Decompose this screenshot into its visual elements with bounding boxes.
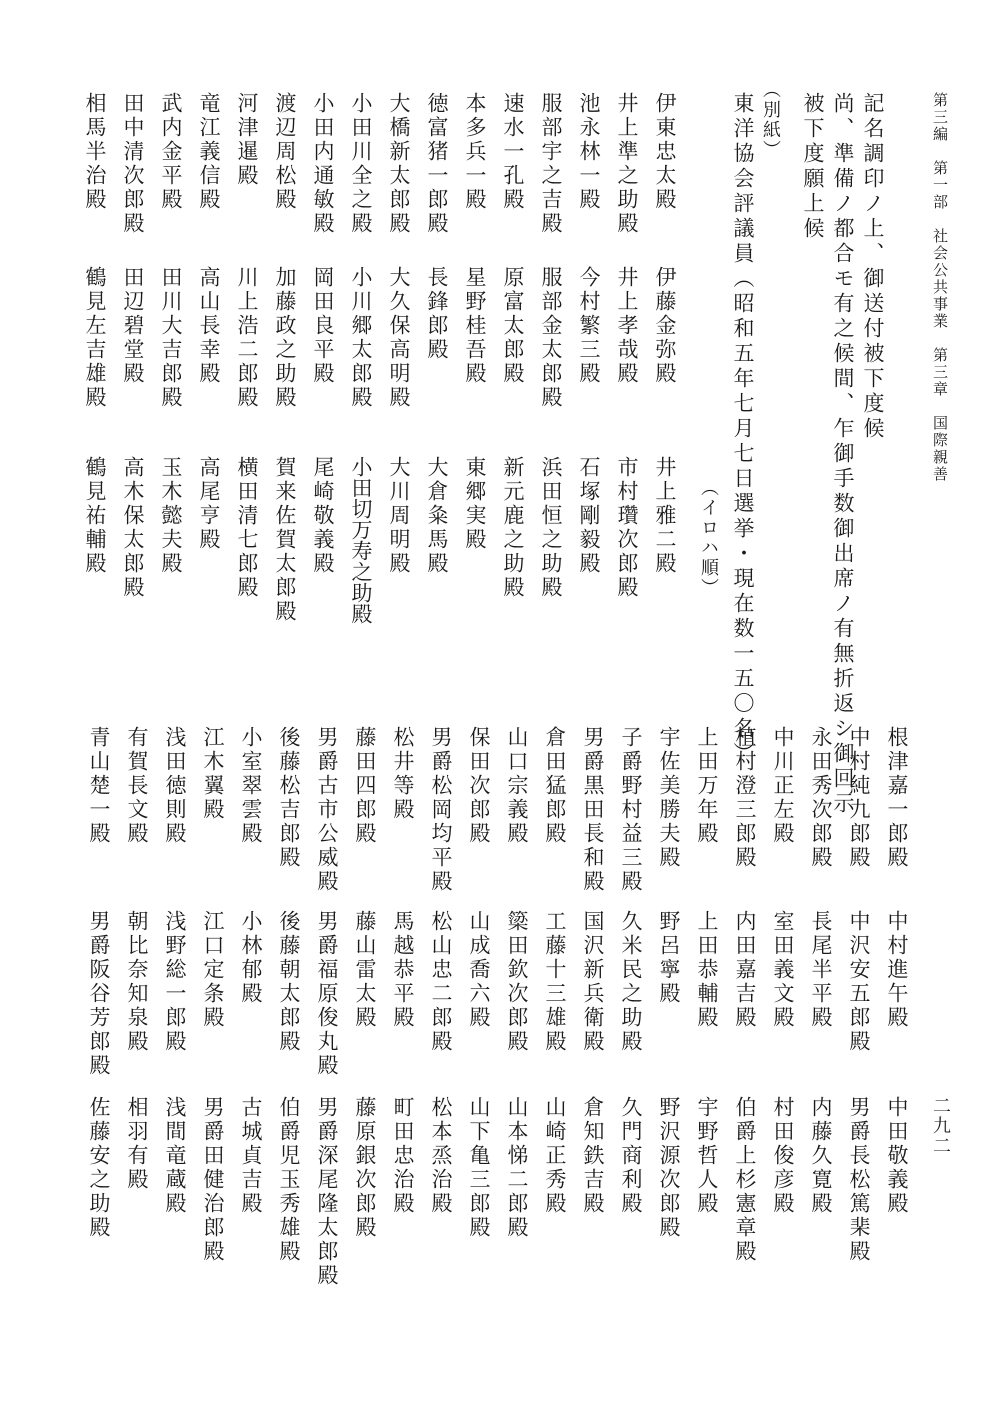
list-item: 保田次郎殿 <box>467 726 491 846</box>
list-item: 中村進午殿 <box>885 910 909 1030</box>
list-item: 浅野総一郎殿 <box>163 910 187 1054</box>
list-item: 田川大吉郎殿 <box>159 266 183 410</box>
list-item: 相馬半治殿 <box>83 92 107 212</box>
list-item: 男爵阪谷芳郎殿 <box>87 910 111 1078</box>
list-item: 有賀長文殿 <box>125 726 149 846</box>
list-item: 田辺碧堂殿 <box>121 266 145 386</box>
list-item: 青山楚一殿 <box>87 726 111 846</box>
list-item: 竜江義信殿 <box>197 92 221 212</box>
list-item: 内田嘉吉殿 <box>733 910 757 1030</box>
list-item: 朝比奈知泉殿 <box>125 910 149 1054</box>
list-item: 伊東忠太殿 <box>653 92 677 212</box>
list-item: 星野桂吾殿 <box>463 266 487 386</box>
list-item: 中村純九郎殿 <box>847 726 871 870</box>
attachment-label: （別紙） <box>760 80 781 160</box>
list-order-note: （イロハ順） <box>698 478 719 598</box>
list-item: 佐藤安之助殿 <box>87 1096 111 1240</box>
list-item: 村田俊彦殿 <box>771 1096 795 1216</box>
list-item: 野沢源次郎殿 <box>657 1096 681 1240</box>
list-item: 男爵松岡均平殿 <box>429 726 453 894</box>
list-item: 高木保太郎殿 <box>121 456 145 600</box>
intro-line-2: 尚、準備ノ都合モ有之候間、乍御手数御出席ノ有無折返シ御回示 <box>831 92 855 817</box>
list-item: 長鋒郎殿 <box>425 266 449 362</box>
list-item: 武内金平殿 <box>159 92 183 212</box>
list-item: 松本烝治殿 <box>429 1096 453 1216</box>
list-item: 鶴見祐輔殿 <box>83 456 107 576</box>
list-item: 久米民之助殿 <box>619 910 643 1054</box>
list-item: 松井等殿 <box>391 726 415 822</box>
list-item: 大久保高明殿 <box>387 266 411 410</box>
list-item: 高尾亨殿 <box>197 456 221 552</box>
list-item: 山口宗義殿 <box>505 726 529 846</box>
list-item: 高山長幸殿 <box>197 266 221 386</box>
list-item: 上田万年殿 <box>695 726 719 846</box>
list-item: 小田切万寿之助殿 <box>349 456 373 624</box>
list-item: 宇佐美勝夫殿 <box>657 726 681 870</box>
list-item: 男爵深尾隆太郎殿 <box>315 1096 339 1288</box>
list-item: 大倉粂馬殿 <box>425 456 449 576</box>
list-title: 東洋協会評議員（昭和五年七月七日選挙・現在数一五〇名） <box>731 92 755 767</box>
list-item: 小室翠雲殿 <box>239 726 263 846</box>
list-item: 中田敬義殿 <box>885 1096 909 1216</box>
list-item: 中川正左殿 <box>771 726 795 846</box>
list-item: 川上浩二郎殿 <box>235 266 259 410</box>
list-item: 藤田四郎殿 <box>353 726 377 846</box>
list-item: 古城貞吉殿 <box>239 1096 263 1216</box>
list-item: 山崎正秀殿 <box>543 1096 567 1216</box>
list-item: 池永林一殿 <box>577 92 601 212</box>
list-item: 井上孝哉殿 <box>615 266 639 386</box>
list-item: 根津嘉一郎殿 <box>885 726 909 870</box>
list-item: 宇野哲人殿 <box>695 1096 719 1216</box>
list-item: 男爵福原俊丸殿 <box>315 910 339 1078</box>
list-item: 山下亀三郎殿 <box>467 1096 491 1240</box>
list-item: 原富太郎殿 <box>501 266 525 386</box>
list-item: 野呂寧殿 <box>657 910 681 1006</box>
list-item: 加藤政之助殿 <box>273 266 297 410</box>
list-item: 上田恭輔殿 <box>695 910 719 1030</box>
list-item: 小田内通敏殿 <box>311 92 335 236</box>
running-head: 第三編 第一部 社会公共事業 第三章 国際親善 <box>931 92 949 483</box>
list-item: 江木翼殿 <box>201 726 225 822</box>
intro-line-1: 記名調印ノ上、御送付被下度候 <box>861 92 885 442</box>
list-item: 大橋新太郎殿 <box>387 92 411 236</box>
list-item: 大川周明殿 <box>387 456 411 576</box>
list-item: 久門商利殿 <box>619 1096 643 1216</box>
list-item: 男爵田健治郎殿 <box>201 1096 225 1264</box>
list-item: 渡辺周松殿 <box>273 92 297 212</box>
list-item: 本多兵一殿 <box>463 92 487 212</box>
list-item: 山本悌二郎殿 <box>505 1096 529 1240</box>
list-item: 浅間竜蔵殿 <box>163 1096 187 1216</box>
list-item: 石塚剛毅殿 <box>577 456 601 576</box>
list-item: 伯爵児玉秀雄殿 <box>277 1096 301 1264</box>
list-item: 小田川全之殿 <box>349 92 373 236</box>
list-item: 男爵長松篤棐殿 <box>847 1096 871 1264</box>
list-item: 今村繁三殿 <box>577 266 601 386</box>
list-item: 江口定条殿 <box>201 910 225 1030</box>
list-item: 国沢新兵衛殿 <box>581 910 605 1054</box>
list-item: 室田義文殿 <box>771 910 795 1030</box>
list-item: 中沢安五郎殿 <box>847 910 871 1054</box>
list-item: 倉知鉄吉殿 <box>581 1096 605 1216</box>
list-item: 横田清七郎殿 <box>235 456 259 600</box>
list-item: 服部金太郎殿 <box>539 266 563 410</box>
list-item: 速水一孔殿 <box>501 92 525 212</box>
list-item: 後藤松吉郎殿 <box>277 726 301 870</box>
list-item: 倉田猛郎殿 <box>543 726 567 846</box>
list-item: 尾崎敬義殿 <box>311 456 335 576</box>
list-item: 工藤十三雄殿 <box>543 910 567 1054</box>
list-item: 子爵野村益三殿 <box>619 726 643 894</box>
list-item: 町田忠治殿 <box>391 1096 415 1216</box>
list-item: 小川郷太郎殿 <box>349 266 373 410</box>
list-item: 河津暹殿 <box>235 92 259 188</box>
list-item: 岡田良平殿 <box>311 266 335 386</box>
list-item: 玉木懿夫殿 <box>159 456 183 576</box>
list-item: 井上雅二殿 <box>653 456 677 576</box>
list-item: 新元鹿之助殿 <box>501 456 525 600</box>
list-item: 賀来佐賀太郎殿 <box>273 456 297 624</box>
list-item: 長尾半平殿 <box>809 910 833 1030</box>
list-item: 馬越恭平殿 <box>391 910 415 1030</box>
list-item: 藤原銀次郎殿 <box>353 1096 377 1240</box>
list-item: 田中清次郎殿 <box>121 92 145 236</box>
list-item: 伯爵上杉憲章殿 <box>733 1096 757 1264</box>
list-item: 市村瓚次郎殿 <box>615 456 639 600</box>
list-item: 簗田欽次郎殿 <box>505 910 529 1054</box>
list-item: 山成喬六殿 <box>467 910 491 1030</box>
intro-line-3: 被下度願上候 <box>801 92 825 242</box>
list-item: 内藤久寛殿 <box>809 1096 833 1216</box>
list-item: 松山忠二郎殿 <box>429 910 453 1054</box>
list-item: 永田秀次郎殿 <box>809 726 833 870</box>
list-item: 井上準之助殿 <box>615 92 639 236</box>
page-number: 二九二 <box>930 1096 951 1156</box>
list-item: 徳富猪一郎殿 <box>425 92 449 236</box>
list-item: 男爵黒田長和殿 <box>581 726 605 894</box>
list-item: 相羽有殿 <box>125 1096 149 1192</box>
list-item: 伊藤金弥殿 <box>653 266 677 386</box>
list-item: 後藤朝太郎殿 <box>277 910 301 1054</box>
list-item: 浜田恒之助殿 <box>539 456 563 600</box>
list-item: 植村澄三郎殿 <box>733 726 757 870</box>
list-item: 男爵古市公威殿 <box>315 726 339 894</box>
list-item: 浅田徳則殿 <box>163 726 187 846</box>
list-item: 鶴見左吉雄殿 <box>83 266 107 410</box>
list-item: 小林郁殿 <box>239 910 263 1006</box>
list-item: 服部宇之吉殿 <box>539 92 563 236</box>
list-item: 東郷実殿 <box>463 456 487 552</box>
list-item: 藤山雷太殿 <box>353 910 377 1030</box>
